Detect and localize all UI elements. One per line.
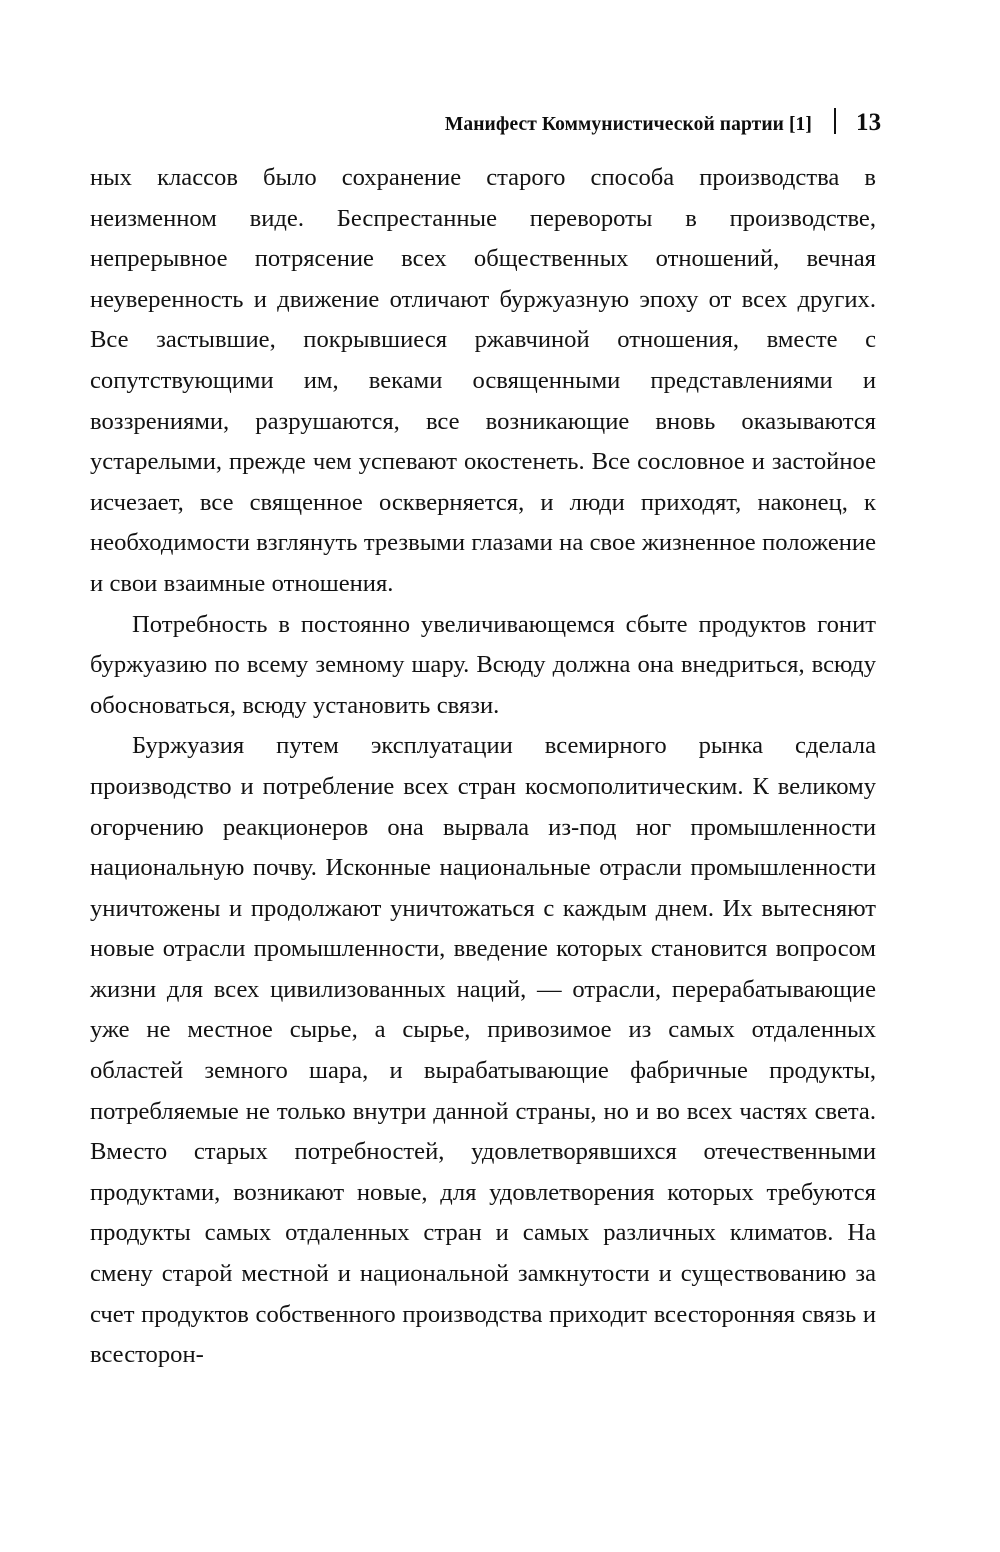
running-head-divider [834,108,836,134]
running-head-title: Манифест Коммунистической партии [1] [444,114,812,135]
body-text [90,158,876,1376]
paragraph: Буржуазия путем эксплуатации всемирного рынка сделала производство и потребление всех стран космополитическим. К великому огорчению реакционеров она вырвала из-под ног промышленности национальную почву. Исконные национальные отрасли промышленности уничтожены и продолжают уничтожаться с каждым днем. Их вытесняют новые отрасли промышленности, введение которых становится вопросом жизни для всех цивилизованных наций, — отрасли, перерабатывающие уже не местное сырье, а сырье, привозимое из самых отдаленных областей земного шара, и вырабатывающие фабричные продукты, потребляемые не только внутри данной страны, но и во всех частях света. Вместо старых потребностей, удовлетворявшихся отечественными продуктами, возникают новые, для удовлетворения которых требуются продукты самых отдаленных стран и самых различных климатов. На смену старой местной и национальной замкнутости и существованию за счет продуктов собственного производства приходит всесторонняя связь и всесторон- [90,732,876,1369]
paragraph: Потребность в постоянно увеличивающемся сбыте продуктов гонит буржуазию по всему земному шару. Всюду должна она внедриться, всюду обосноваться, всюду установить связи. [90,610,876,719]
paragraph-continued: ных классов было сохранение старого способа производства в неизменном виде. Беспрестанные перевороты в производстве, непрерывное потрясение всех общественных отношений, вечная неуверенность и движение отличают буржуазную эпоху от всех других. Все застывшие, покрывшиеся ржавчиной отношения, вместе с сопутствующими им, веками освященными представлениями и воззрениями, разрушаются, все возникающие вновь оказываются устарелыми, прежде чем успевают окостенеть. Все сословное и застойное исчезает, все священное оскверняется, и люди приходят, наконец, к необходимости взглянуть трезвыми глазами на свое жизненное положение и свои взаимные отношения. [90,164,876,597]
page-number: 13 [856,109,882,136]
running-head [90,104,890,138]
